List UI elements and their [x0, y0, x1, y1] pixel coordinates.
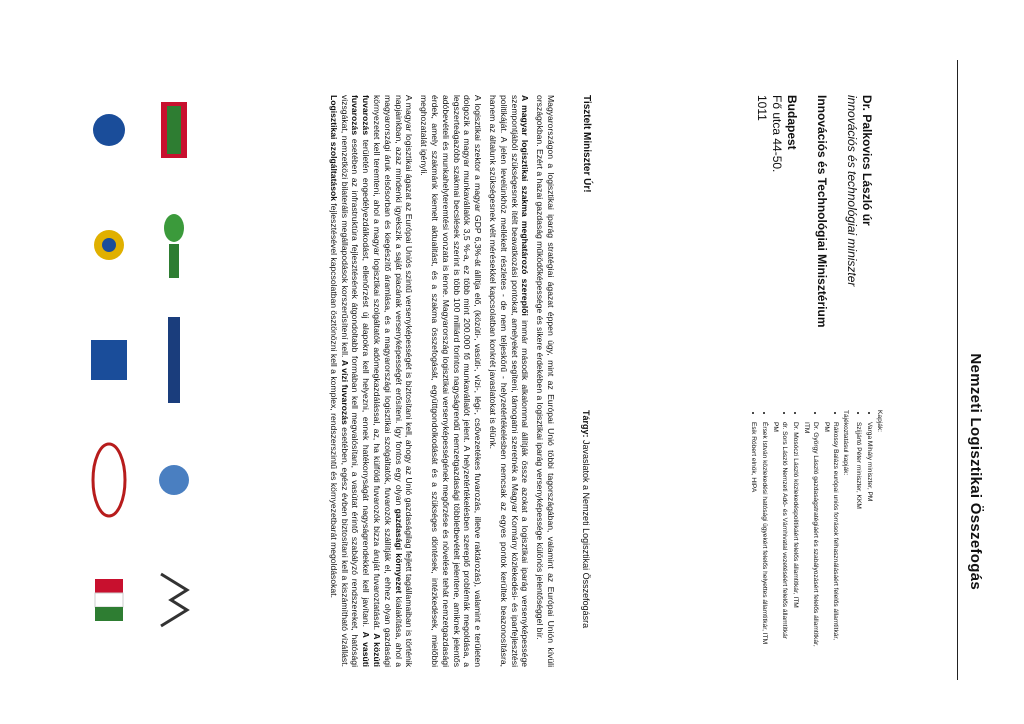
logo-mafe	[154, 435, 194, 525]
letter-header	[954, 60, 994, 680]
letter-body	[324, 95, 556, 667]
cc-kapjak-item: • Varga Mihály miniszter, PM	[865, 422, 874, 650]
body-text-span: kialakítása, ahol a magyarországi áruk elsősorban és kiegészítő áramlása, és a magyarországi logisztikai szolgáltatók, fuvarozók szállítják el, ehhez olyan gazdasági környezetet kell teremteni, ahol a magyar logisztikai szolgáltatók adómegkazdálással, az, ha külföldi fuvarozók bizza áruját fuvaroztatását.	[372, 95, 404, 667]
emphasis: Logisztikai szolgáltatások	[328, 95, 339, 202]
header-rule	[957, 60, 958, 680]
body-paragraph-3: A logisztikai szektor a magyar GDP 6,3%-át állítja elő, (közúti-, vasúti-, vízi-, légi-, csővezetékes fuvarozás, illetve raktározás), valamint e területen dolgozik a magyar munkavállalók 3,5 %-a, ez több mint 200.000 fő munkavállalót jelent. A helyzetértékelésben szereplő problémák megoldása, a legszerteágazóbb szakmai becslések szerint is több 100 milliárd forintos nagyságrendű nemzetgazdasági többletbevételt jelentene, amiknek jelentős adóbevételi és munkahelyteremtési vonzata is lenne. Magyarország logisztikai versenyképességének megőrzése és növelése tehát nemzetgazdasági érdek, amely szakmánk kiemelt aktualitást, és a szakma összefogását, együttgondolkodását és a szükséges döntések, intézkedések, mielőbbi meghozatalát igényli.	[419, 95, 484, 667]
cc-info-item: • Esik Róbert elnök, HIPA	[749, 422, 758, 650]
logo-mlszksz	[154, 95, 194, 165]
logo-mlszksz-2	[154, 315, 194, 405]
logo-ovsz	[84, 435, 134, 525]
subject-text: Javaslatok a Nemzeti Logisztikai Összefogásra	[581, 440, 591, 629]
cc-kapjak-label: Kapják:	[876, 410, 883, 432]
logo-mahosz	[84, 555, 134, 645]
logo-mkfe	[84, 205, 134, 285]
body-text-span: területén engedélyezdálkodást, ellenőrzést új alapokra kell helyezni, ennek hatékonyságát nagyságrendekkel kell javítani.	[361, 139, 372, 627]
emphasis: A vasúti fuvarozás	[350, 95, 372, 667]
logo-mssz	[84, 95, 134, 165]
cc-tajekoztatasul-list	[749, 410, 840, 650]
logo-hungrail	[154, 205, 194, 285]
recipient-street: Fő utca 44-50.	[770, 95, 784, 173]
recipient-block	[754, 95, 874, 395]
cc-kapjak-list	[854, 410, 874, 650]
emphasis: A vízi fuvarozás	[339, 359, 350, 425]
body-text-span: fejlesztésével kapcsolatban ösztönözni kell a komplex, rendszerszintű és környezetbarát megoldásokat.	[328, 203, 339, 598]
emphasis: gazdasági környezet	[393, 508, 404, 594]
body-text-span: immár második alkalommal állítják össze azokat a logisztikai iparág versenyképessége szempontjából szükségesnek ítélt beavatkozási pontokat, amelyeket segíteni, támogatni szeretnék a Magyar Kormány közlekedési- és iparfejlesztési politikáját. A jelen levelünkhöz mellékelt részletes - de nem teljeskörű - helyzetértékelésben nemcsak az egyes pontok kerültek beazonosításra, hanem az általunk szükségesnek vélt mérésekkel kapcsolatban konkrét javaslatokat is élünk.	[488, 95, 531, 668]
recipient-city: Budapest	[785, 95, 799, 150]
emphasis: A magyar logisztikai szakma meghatározó szereplői	[520, 95, 531, 316]
body-paragraph-4	[328, 95, 414, 667]
subject-line	[580, 410, 592, 660]
body-paragraph-1: Magyarországon a logisztikai iparág stratégiai ágazat éppen úgy, mint az Európai Unió többi tagországában, valamint az Európai Unión kívüli országokban. Ezért a hazai gazdaság működőképessége és sikere érdekében a logisztikai iparág versenyképessége különös jelentőséggel bír.	[535, 95, 556, 667]
cc-block	[745, 410, 884, 650]
cc-info-item: • Érsek István közlekedési hatósági ügyekért felelős helyettes államtitkár, ITM	[760, 422, 769, 650]
recipient-ministry: Innovációs és Technológiai Minisztérium	[815, 95, 829, 328]
logo-mlsz	[154, 555, 194, 645]
cc-kapjak-item: • Szijjártó Péter miniszter, KKM	[854, 422, 863, 650]
partner-logos	[54, 95, 204, 667]
cc-info-item: • Dr. György László gazdaságstratégiáért és szabályozásért felelős államtitkár, ITM	[802, 422, 820, 650]
recipient-name: Dr. Palkovics László úr	[860, 95, 874, 226]
body-text-span: A magyar logisztikai ágazat az Európai Uniós szintű versenyképességét is biztosítani kell, ahogy az Unió gazdaságilag fejlett tagállamaiban is történik napjainkban, azaz mindenki igyekszik a saját piacának versenyképességét erősíteni. Így fontos egy olyan	[393, 95, 415, 667]
cc-info-item: • Rákossy Balázs európai uniós források felhasználásáért felelős államtitkár, PM	[822, 422, 840, 650]
recipient-zip: 1011	[755, 95, 769, 121]
emphasis: A közúti fuvarozás	[361, 95, 383, 667]
recipient-role: innovációs és technológiai miniszter	[845, 95, 859, 287]
header-title: Nemzeti Logisztikai Összefogás	[967, 353, 984, 590]
cc-tajekoztatasul-label: Tájékoztatásul kapják:	[842, 410, 849, 476]
salutation: Tisztelt Miniszter Úr!	[581, 95, 592, 193]
subject-label: Tárgy:	[581, 410, 591, 438]
logo-nit	[84, 315, 134, 405]
body-text-span: esetében az infrastruktúra fejlesztésének átgondoltabb formában kell megvalósítani, a vasútat érintő szabályzó rendszereket, hatósági vizsgákat, nemzetközi bilaterális megállapodások korszerűsítení kell.	[339, 95, 361, 667]
cc-info-item: • Dr. Mosóczi László közlekedéspolitikáért felelős államtitkár, ITM	[791, 422, 800, 650]
cc-info-item: • dr. Sors László Nemzeti Adó- és Vámhivatal vezetéséért felelős államtitkár PM	[771, 422, 789, 650]
body-text-span: esetében, egész évben biztosítani kell a kiszámítható vízállást.	[339, 427, 350, 667]
body-paragraph-2	[487, 95, 530, 667]
